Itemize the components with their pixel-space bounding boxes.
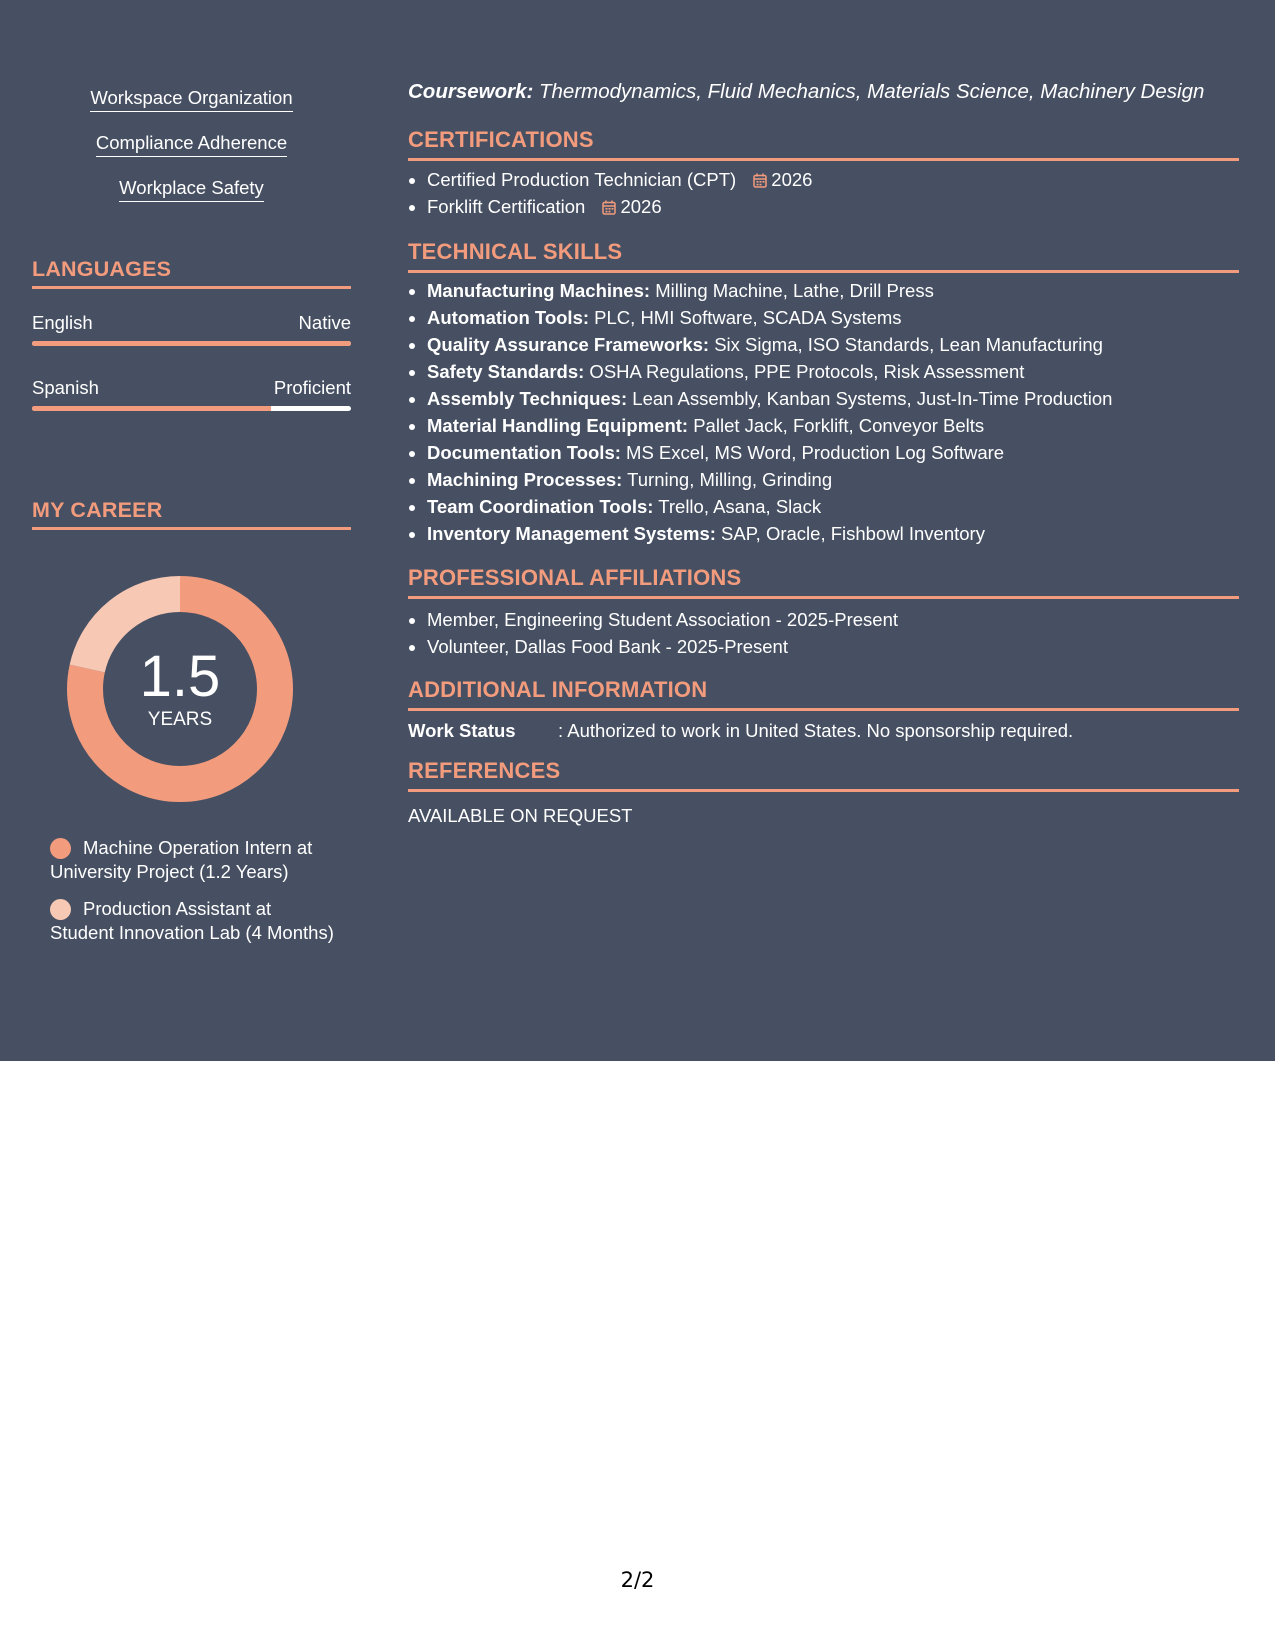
- language-item: [32, 312, 351, 346]
- language-level: Proficient: [273, 377, 351, 398]
- skill-values: Turning, Milling, Grinding: [622, 469, 833, 490]
- section-title: CERTIFICATIONS: [408, 127, 594, 152]
- skill-values: Pallet Jack, Forklift, Conveyor Belts: [688, 415, 985, 436]
- certification-item: [427, 193, 1239, 220]
- section-divider: [408, 708, 1239, 711]
- soft-skill: Workplace Safety: [119, 176, 264, 202]
- language-level-bar: [32, 341, 351, 346]
- references-section: [408, 758, 1239, 828]
- certification-name: Certified Production Technician (CPT): [427, 169, 737, 190]
- work-status-label: Work Status: [408, 720, 516, 741]
- legend-dot-icon: [50, 838, 71, 859]
- skill-category: Documentation Tools:: [427, 442, 621, 463]
- languages-section: [32, 256, 351, 411]
- career-section: [32, 497, 351, 530]
- skill-category: Team Coordination Tools:: [427, 496, 654, 517]
- skill-values: Six Sigma, ISO Standards, Lean Manufacturing: [709, 334, 1103, 355]
- coursework-line: [408, 79, 1239, 105]
- certification-item: [427, 166, 1239, 193]
- legend-dot-icon: [50, 899, 71, 920]
- technical-skill-item: [427, 412, 1239, 439]
- soft-skill: Workspace Organization: [90, 86, 292, 112]
- career-total-value: 1.5: [139, 644, 221, 709]
- technical-skill-item: [427, 385, 1239, 412]
- section-divider: [408, 270, 1239, 273]
- coursework-label: Coursework:: [408, 80, 534, 103]
- technical-skill-item: [427, 331, 1239, 358]
- language-name: English: [32, 312, 93, 333]
- language-item: [32, 377, 351, 411]
- technical-skill-item: [427, 277, 1239, 304]
- section-title: LANGUAGES: [32, 257, 172, 281]
- skill-category: Safety Standards:: [427, 361, 585, 382]
- skill-values: Milling Machine, Lathe, Drill Press: [650, 280, 934, 301]
- technical-skill-item: [427, 493, 1239, 520]
- additional-info-section: [408, 677, 1239, 743]
- section-title: ADDITIONAL INFORMATION: [408, 677, 708, 702]
- affiliations-section: [408, 565, 1239, 660]
- language-level-fill: [32, 341, 351, 346]
- language-name: Spanish: [32, 377, 99, 398]
- section-title: REFERENCES: [408, 758, 561, 783]
- section-title: TECHNICAL SKILLS: [408, 239, 623, 264]
- section-divider: [32, 286, 351, 289]
- skill-values: Trello, Asana, Slack: [653, 496, 822, 517]
- affiliation-item: • Volunteer, Dallas Food Bank - 2025-Present: [427, 633, 1239, 660]
- language-level-fill: [32, 406, 271, 411]
- certification-name: Forklift Certification: [427, 196, 586, 217]
- section-divider: [408, 789, 1239, 792]
- section-title: PROFESSIONAL AFFILIATIONS: [408, 565, 742, 590]
- soft-skill: Compliance Adherence: [96, 131, 287, 157]
- career-legend-item: [50, 836, 340, 884]
- language-level: Native: [298, 312, 351, 333]
- skill-category: Machining Processes:: [427, 469, 623, 490]
- certifications-section: [408, 127, 1239, 220]
- soft-skills-list: [32, 86, 351, 221]
- work-status-value: : Authorized to work in United States. No sponsorship required.: [558, 720, 1074, 741]
- section-title: MY CAREER: [32, 498, 163, 522]
- calendar-icon: [753, 173, 767, 188]
- technical-skill-item: [427, 358, 1239, 385]
- skill-values: MS Excel, MS Word, Production Log Software: [620, 442, 1005, 463]
- certification-year: 2026: [771, 169, 813, 190]
- technical-skills-section: [408, 239, 1239, 547]
- skill-category: Manufacturing Machines:: [427, 280, 651, 301]
- skill-values: OSHA Regulations, PPE Protocols, Risk Assessment: [584, 361, 1025, 382]
- career-donut-chart: [67, 576, 293, 802]
- career-legend-item: [50, 897, 340, 945]
- career-total-unit: YEARS: [147, 709, 213, 730]
- skill-category: Automation Tools:: [427, 307, 590, 328]
- work-status-row: [408, 719, 1239, 743]
- section-divider: [408, 158, 1239, 161]
- language-level-bar: [32, 406, 351, 411]
- technical-skill-item: [427, 520, 1239, 547]
- career-legend-label: Production Assistant at Student Innovation Lab (4 Months): [50, 898, 334, 943]
- coursework-text: Thermodynamics, Fluid Mechanics, Materials Science, Machinery Design: [533, 80, 1205, 103]
- affiliation-item: • Member, Engineering Student Association - 2025-Present: [427, 606, 1239, 633]
- skill-values: PLC, HMI Software, SCADA Systems: [589, 307, 902, 328]
- section-divider: [32, 527, 351, 530]
- section-divider: [408, 596, 1239, 599]
- skill-category: Quality Assurance Frameworks:: [427, 334, 710, 355]
- skill-category: Material Handling Equipment:: [427, 415, 689, 436]
- career-legend-label: Machine Operation Intern at University Project (1.2 Years): [50, 837, 313, 882]
- skill-values: SAP, Oracle, Fishbowl Inventory: [715, 523, 985, 544]
- skill-values: Lean Assembly, Kanban Systems, Just-In-Time Production: [627, 388, 1113, 409]
- calendar-icon: [602, 200, 616, 215]
- technical-skill-item: [427, 466, 1239, 493]
- skill-category: Assembly Techniques:: [427, 388, 628, 409]
- career-legend: [50, 836, 340, 958]
- references-text: AVAILABLE ON REQUEST: [408, 805, 633, 826]
- technical-skill-item: [427, 304, 1239, 331]
- certification-year: 2026: [620, 196, 662, 217]
- technical-skill-item: [427, 439, 1239, 466]
- skill-category: Inventory Management Systems:: [427, 523, 716, 544]
- page-number: 2/2: [620, 1568, 655, 1592]
